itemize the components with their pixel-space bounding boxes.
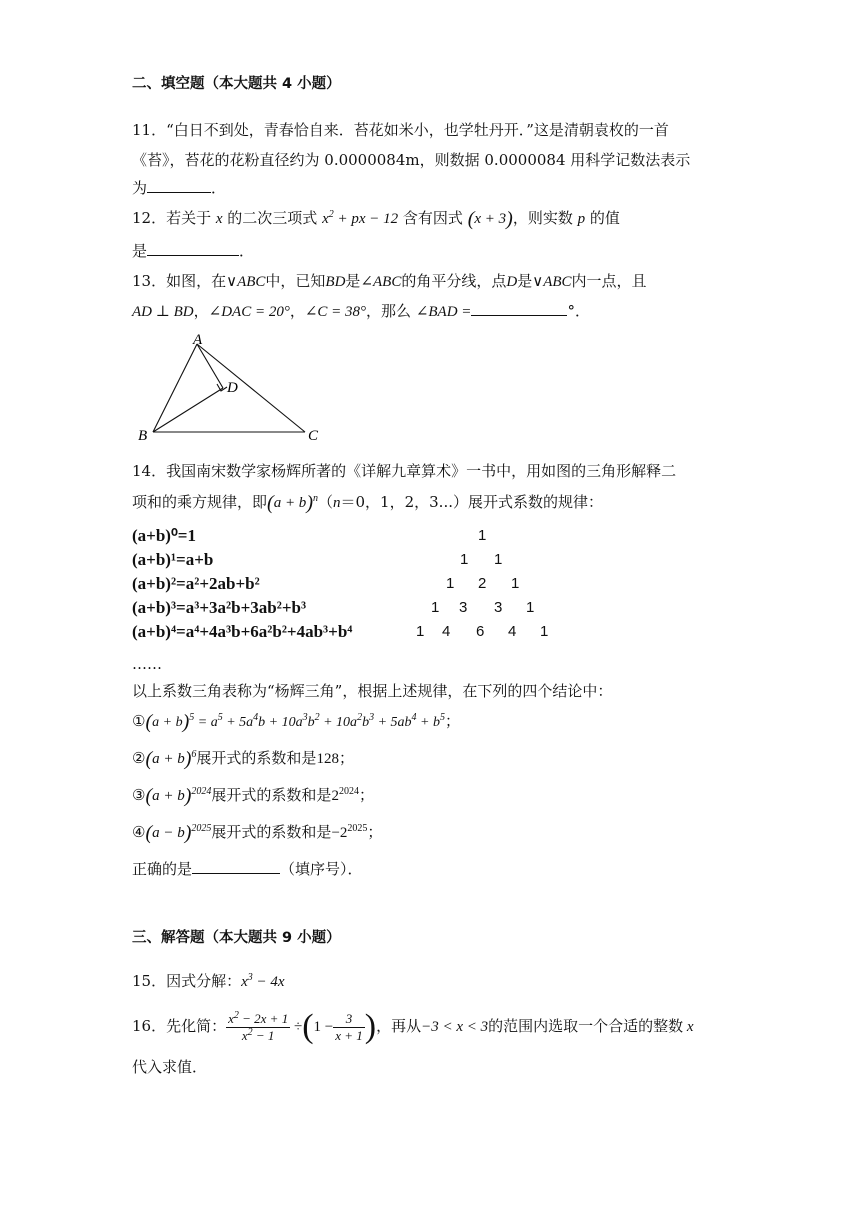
q14-text: ＝0，1，2，3...）展开式系数的规律： [340, 493, 603, 511]
pascal-row-2-formula: (a+b)²=a²+2ab+b² [132, 574, 260, 593]
answer-blank[interactable] [192, 859, 280, 874]
q12-text: 12．若关于 [132, 209, 216, 227]
q12-polynomial: $x^2$ + px − 12 [322, 209, 399, 227]
q16-fraction-2: $\frac{3}{x + 1}$ [335, 1010, 363, 1043]
q14-statement-3: ③(a + b)$^{2024}$展开式的系数和是$2^{2024}$； [132, 785, 374, 807]
statement-marker: ③ [132, 786, 146, 804]
vertex-label-d: D [227, 380, 238, 396]
statement-marker: ② [132, 749, 146, 767]
answer-blank[interactable] [147, 241, 239, 256]
q12-text: ． [239, 242, 255, 260]
q14-text: 正确的是 [132, 860, 193, 878]
q12-text: 含有因式 [398, 209, 468, 227]
q13-text: °． [567, 302, 590, 320]
pascal-row-0-formula: (a+b)⁰=1 [132, 526, 196, 545]
q13-text: 内一点，且 [571, 272, 647, 290]
pascal-coefficient: 1 [446, 575, 455, 592]
q11-text: ． [211, 179, 227, 197]
vertex-label-b: B [138, 428, 148, 444]
pascal-coefficient: 3 [459, 599, 468, 616]
pascal-coefficient: 6 [476, 623, 485, 640]
pascal-coefficient: 1 [526, 599, 535, 616]
section-heading-fill-in: 二、填空题（本大题共 4 小题） [132, 76, 341, 92]
pascal-coefficient: 4 [442, 623, 451, 640]
q16-text: 的范围内选取一个合适的整数 [488, 1017, 684, 1035]
pascal-row-4-formula: (a+b)⁴=a⁴+4a³b+6a²b²+4ab³+b⁴ [132, 622, 353, 641]
q14-statement-1: ①(a + $b)^5 = a^5 + 5a^4b + 10a^3b^2 + 10a^2b^3 + 5ab^4 + b^5$； [132, 711, 460, 733]
q14-statement-4: ④(a − b)$^{2025}$展开式的系数和是$-2^{2025}$； [132, 822, 383, 844]
q12-text: 的值 [585, 209, 620, 227]
q15-text: 15．因式分解： [132, 972, 242, 990]
q11-line-1: 11．“白日不到处，青春恰自来．苔花如米小，也学牡丹开．”这是清朝袁枚的一首 [132, 121, 669, 139]
pascal-coefficient: 1 [494, 551, 503, 568]
answer-blank[interactable] [147, 178, 211, 193]
statement-text: 展开式的系数和是 [196, 749, 317, 767]
pascal-row-1-formula: (a+b)¹=a+b [132, 550, 214, 569]
triangle-figure [135, 330, 335, 446]
q14-text: （填序号）． [280, 860, 363, 878]
q15-line: 15．因式分解：$x^3 - 4x$ [132, 972, 285, 990]
vertex-label-c: C [308, 428, 319, 444]
q12-text: 的二次三项式 [222, 209, 323, 227]
q14-intro: 以上系数三角表称为“杨辉三角”，根据上述规律，在下列的四个结论中： [132, 682, 613, 700]
q12-line-2 [132, 241, 254, 261]
pascal-coefficient: 3 [494, 599, 503, 616]
pascal-row-3-formula: (a+b)³=a³+3a²b+3ab²+b³ [132, 598, 307, 617]
answer-blank[interactable] [471, 301, 567, 316]
q13-text: 的角平分线，点 [401, 272, 507, 290]
section-heading-solutions: 三、解答题（本大题共 9 小题） [132, 930, 341, 946]
q12-line-1: 12．若关于 x 的二次三项式 $x^2$ + px − 12 含有因式 (x + 3)，则实数 p 的值 [132, 208, 620, 230]
statement-marker: ④ [132, 823, 146, 841]
statement-text: 展开式的系数和是 [211, 786, 332, 804]
q14-answer-line [132, 859, 363, 879]
q16-text: 16．先化简： [132, 1017, 227, 1035]
pascal-coefficient: 1 [460, 551, 469, 568]
q13-text: 13．如图，在 [132, 272, 227, 290]
statement-marker: ① [132, 712, 146, 730]
q12-factor: (x + 3) [467, 208, 513, 230]
q13-text: 是 [517, 272, 533, 290]
pascal-coefficient: 2 [478, 575, 487, 592]
pascal-coefficient: 4 [508, 623, 517, 640]
statement-value: 128 [316, 751, 339, 767]
vertex-label-a: A [193, 332, 203, 348]
q13-text: 中，已知 [265, 272, 326, 290]
q16-line-2: 代入求值． [132, 1058, 208, 1076]
pascal-coefficient: 1 [416, 623, 425, 640]
q11-line-3 [132, 178, 226, 198]
q13-line-1: 13．如图，在∨ABC中，已知BD是∠ABC的角平分线，点D是∨ABC内一点，且 [132, 272, 647, 290]
pascal-coefficient: 1 [511, 575, 520, 592]
statement-text: 展开式的系数和是 [211, 823, 332, 841]
q16-text: ，再从 [376, 1017, 422, 1035]
q11-text: 为 [132, 179, 148, 197]
q12-text: 是 [132, 242, 148, 260]
q16-line-1: 16．先化简： $\frac{x^2 - 2x + 1}{x^2 - 1}$ ÷(1 − $\frac{3}{x + 1}$ )，再从−3 < x < 3的范围内选取一个合适的整数 x [132, 1008, 694, 1045]
q14-line-2: 项和的乘方规律，即$(a + b)^n(n=0$，1，2，3...）展开式系数的规律： [132, 492, 603, 514]
q14-line-1: 14．我国南宋数学家杨辉所著的《详解九章算术》一书中，用如图的三角形解释二 [132, 462, 677, 480]
q11-line-2: 《苔》，苔花的花粉直径约为 0.0000084m，则数据 0.0000084 用科学记数法表示 [132, 151, 691, 169]
q14-text: （ [317, 493, 333, 511]
q13-line-2: AD ⊥ BD，∠DAC = 20°，∠C = 38°，那么 ∠BAD = °． [132, 302, 590, 320]
pascal-coefficient: 1 [431, 599, 440, 616]
q12-text: ，则实数 [512, 209, 578, 227]
pascal-coefficient: 1 [478, 527, 487, 544]
q14-text: 项和的乘方规律，即 [132, 493, 268, 511]
q14-ellipsis: …… [132, 655, 162, 673]
q14-statement-2: ②(a + b)$^6$展开式的系数和是128； [132, 748, 354, 770]
q13-text: 是 [345, 272, 361, 290]
q16-fraction-1: $\frac{x^2 - 2x + 1}{x^2 - 1}$ [228, 1009, 289, 1043]
pascal-coefficient: 1 [540, 623, 549, 640]
